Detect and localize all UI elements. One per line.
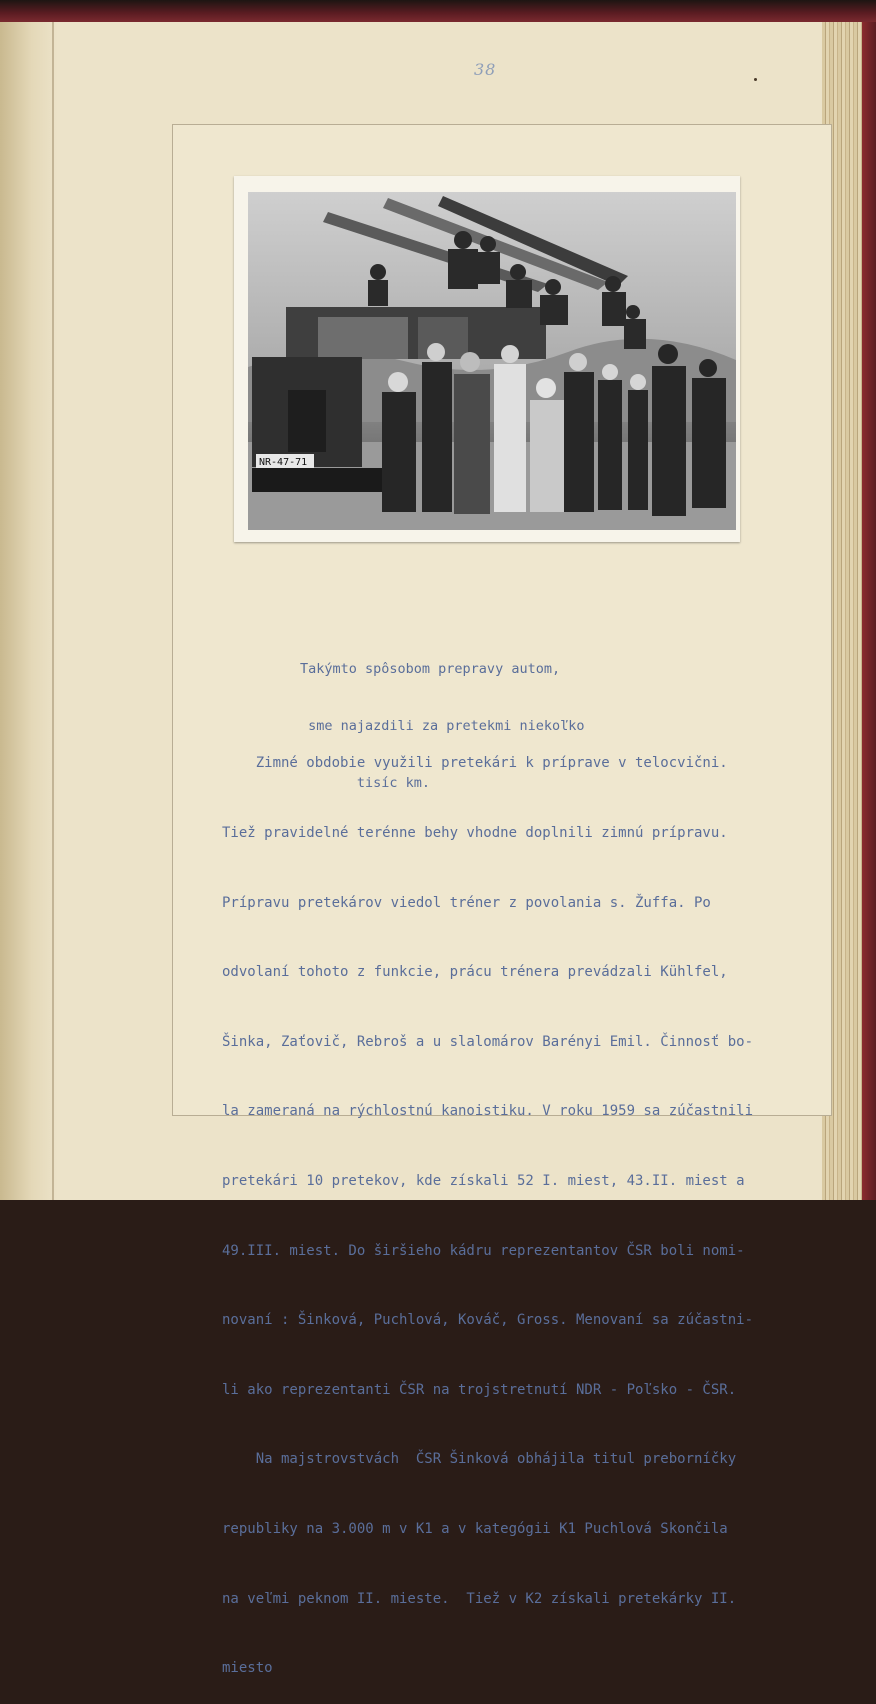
body-line: Šinka, Zaťovič, Rebroš a u slalomárov Barényi Emil. Činnosť bo- [222, 1033, 754, 1050]
caption-line: tisíc km. [300, 775, 431, 791]
caption-line: Takýmto spôsobom prepravy autom, [300, 661, 561, 677]
body-line: miesto [222, 1660, 273, 1677]
body-line: la zameraná na rýchlostnú kanoistiku. V roku 1959 sa zúčastnili [222, 1103, 754, 1120]
body-line: Zimné obdobie využili pretekári k príprave v telocvični. [222, 755, 728, 772]
album-cover-edge [862, 22, 876, 1200]
page-number: 38 [474, 60, 497, 79]
album-top-edge [0, 0, 876, 22]
body-line: republiky na 3.000 m v K1 a v kategógii K1 Puchlová Skončila [222, 1520, 728, 1537]
caption-line: sme najazdili za pretekmi niekoľko [300, 718, 585, 734]
typewritten-body [222, 706, 822, 1704]
group-photo [248, 192, 736, 530]
body-line: li ako reprezentanti ČSR na trojstretnutí NDR - Poľsko - ČSR. [222, 1381, 737, 1398]
body-line: Tiež pravidelné terénne behy vhodne doplnili zimnú prípravu. [222, 825, 728, 841]
body-line: odvolaní tohoto z funkcie, prácu trénera prevádzali Kühlfel, [222, 964, 728, 981]
license-plate: NR-47-71 [259, 457, 308, 468]
body-line: na veľmi peknom II. mieste. Tiež v K2 získali pretekárky II. [222, 1590, 737, 1607]
body-line: novaní : Šinková, Puchlová, Kováč, Gross. Menovaní sa zúčastni- [222, 1312, 754, 1329]
body-line: Na majstrovstvách ČSR Šinková obhájila titul preborníčky [222, 1451, 737, 1468]
page-fold [52, 22, 54, 1200]
body-line: pretekári 10 pretekov, kde získali 52 I. miest, 43.II. miest a [222, 1172, 745, 1189]
page-spine [0, 22, 58, 1200]
body-line: Prípravu pretekárov viedol tréner z povolania s. Žuffa. Po [222, 894, 711, 911]
group-photo-illustration [248, 192, 736, 530]
ink-speck [754, 78, 757, 81]
body-line: 49.III. miest. Do širšieho kádru reprezentantov ČSR boli nomi- [222, 1242, 745, 1259]
